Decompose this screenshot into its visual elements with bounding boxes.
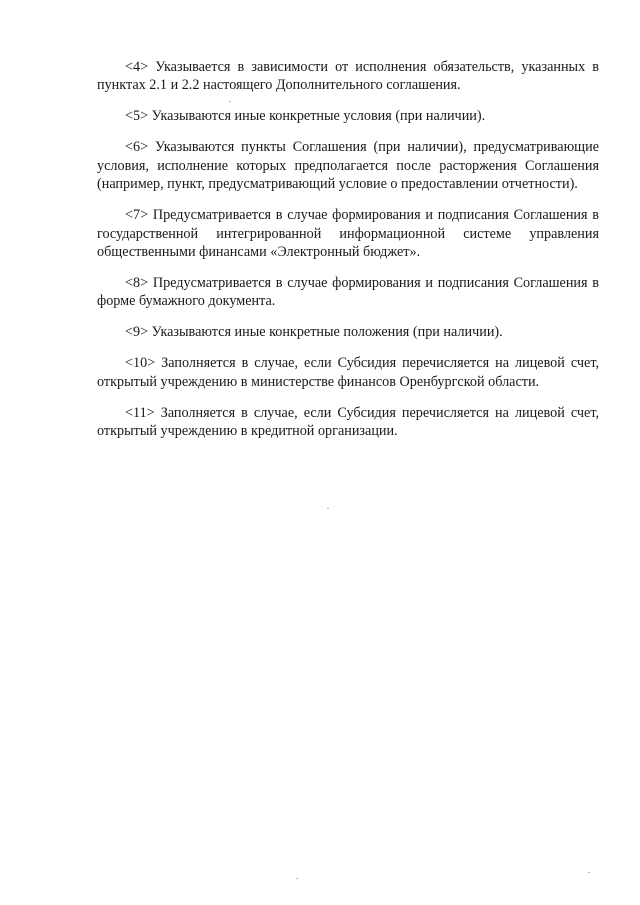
footnote-8: <8> Предусматривается в случае формирования и подписания Соглашения в форме бумажного документа. [97,275,599,310]
scan-speck [229,101,231,102]
footnote-4: <4> Указывается в зависимости от исполнения обязательств, указанных в пунктах 2.1 и 2.2 настоящего Дополнительного соглашения. [97,59,599,94]
scan-speck [296,878,298,879]
footnote-5: <5> Указываются иные конкретные условия (при наличии). [125,108,486,125]
scan-speck [588,872,590,873]
footnotes-block [97,58,599,453]
footnote-11: <11> Заполняется в случае, если Субсидия перечисляется на лицевой счет, открытый учреждению в кредитной организации. [97,404,599,440]
footnote-6: <6> Указываются пункты Соглашения (при наличии), предусматривающие условия, исполнение которых предполагается после расторжения Соглашения (например, пункт, предусматривающий условие о предоставлении отчетности). [97,139,599,193]
footnote-7: <7> Предусматривается в случае формирования и подписания Соглашения в государственной интегрированной информационной системе управления общественными финансами «Электронный бюджет». [97,207,599,261]
footnote-10: <10> Заполняется в случае, если Субсидия перечисляется на лицевой счет, открытый учреждению в министерстве финансов Оренбургской области. [97,355,599,390]
scan-speck [327,508,329,509]
footnote-9: <9> Указываются иные конкретные положения (при наличии). [125,324,503,341]
